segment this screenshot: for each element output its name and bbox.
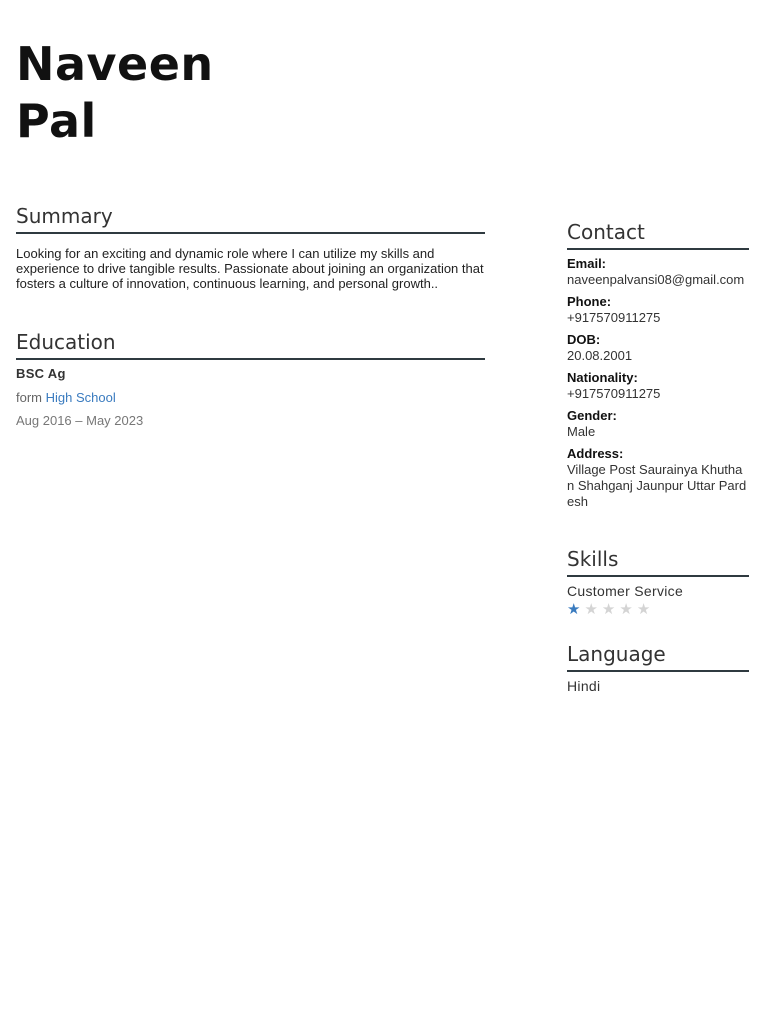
contact-gender-label: Gender:: [567, 408, 617, 423]
star-icon: ★: [636, 601, 655, 618]
contact-nationality-value: +917570911275: [567, 386, 661, 401]
language-section: [567, 642, 749, 694]
contact-gender-value: Male: [567, 424, 596, 439]
skill-rating: [567, 601, 749, 618]
star-icon: ★: [619, 601, 637, 618]
contact-address-label: Address:: [567, 446, 624, 461]
contact-email-label: Email:: [567, 256, 607, 271]
contact-section: [567, 220, 749, 516]
contact-phone-value: +917570911275: [567, 310, 661, 325]
summary-heading: Summary: [16, 204, 485, 234]
contact-dob-label: DOB:: [567, 332, 601, 347]
contact-phone-label: Phone:: [567, 294, 612, 309]
star-icon: ★: [567, 601, 585, 618]
candidate-name: [16, 36, 214, 150]
language-heading: Language: [567, 642, 749, 672]
skills-heading: Skills: [567, 547, 749, 577]
summary-section: [16, 204, 485, 291]
education-dates: Aug 2016 – May 2023: [16, 413, 144, 428]
education-degree: BSC Ag: [16, 366, 66, 381]
summary-text: Looking for an exciting and dynamic role where I can utilize my skills and experience to drive tangible results. Passionate about joining an organization that fosters a culture of innovation, continuous learning, and personal growth..: [16, 246, 484, 291]
skills-section: [567, 547, 749, 618]
contact-nationality-label: Nationality:: [567, 370, 638, 385]
contact-heading: Contact: [567, 220, 749, 250]
education-school-line: [16, 390, 485, 405]
education-section: [16, 330, 485, 428]
first-name: Naveen: [16, 37, 214, 91]
contact-email-value: naveenpalvansi08@gmail.com: [567, 272, 745, 287]
contact-address-value: Village Post Saurainya Khuthan Shahganj Jaunpur Uttar Pardesh: [567, 462, 747, 509]
star-icon: ★: [584, 601, 602, 618]
education-school-name: High School: [45, 390, 116, 405]
language-name: Hindi: [567, 678, 601, 694]
last-name: Pal: [16, 94, 97, 148]
contact-list: [567, 256, 749, 510]
star-icon: ★: [601, 601, 620, 618]
skill-name: Customer Service: [567, 583, 684, 599]
education-heading: Education: [16, 330, 485, 360]
education-from-label: form: [16, 390, 42, 405]
contact-dob-value: 20.08.2001: [567, 348, 633, 363]
